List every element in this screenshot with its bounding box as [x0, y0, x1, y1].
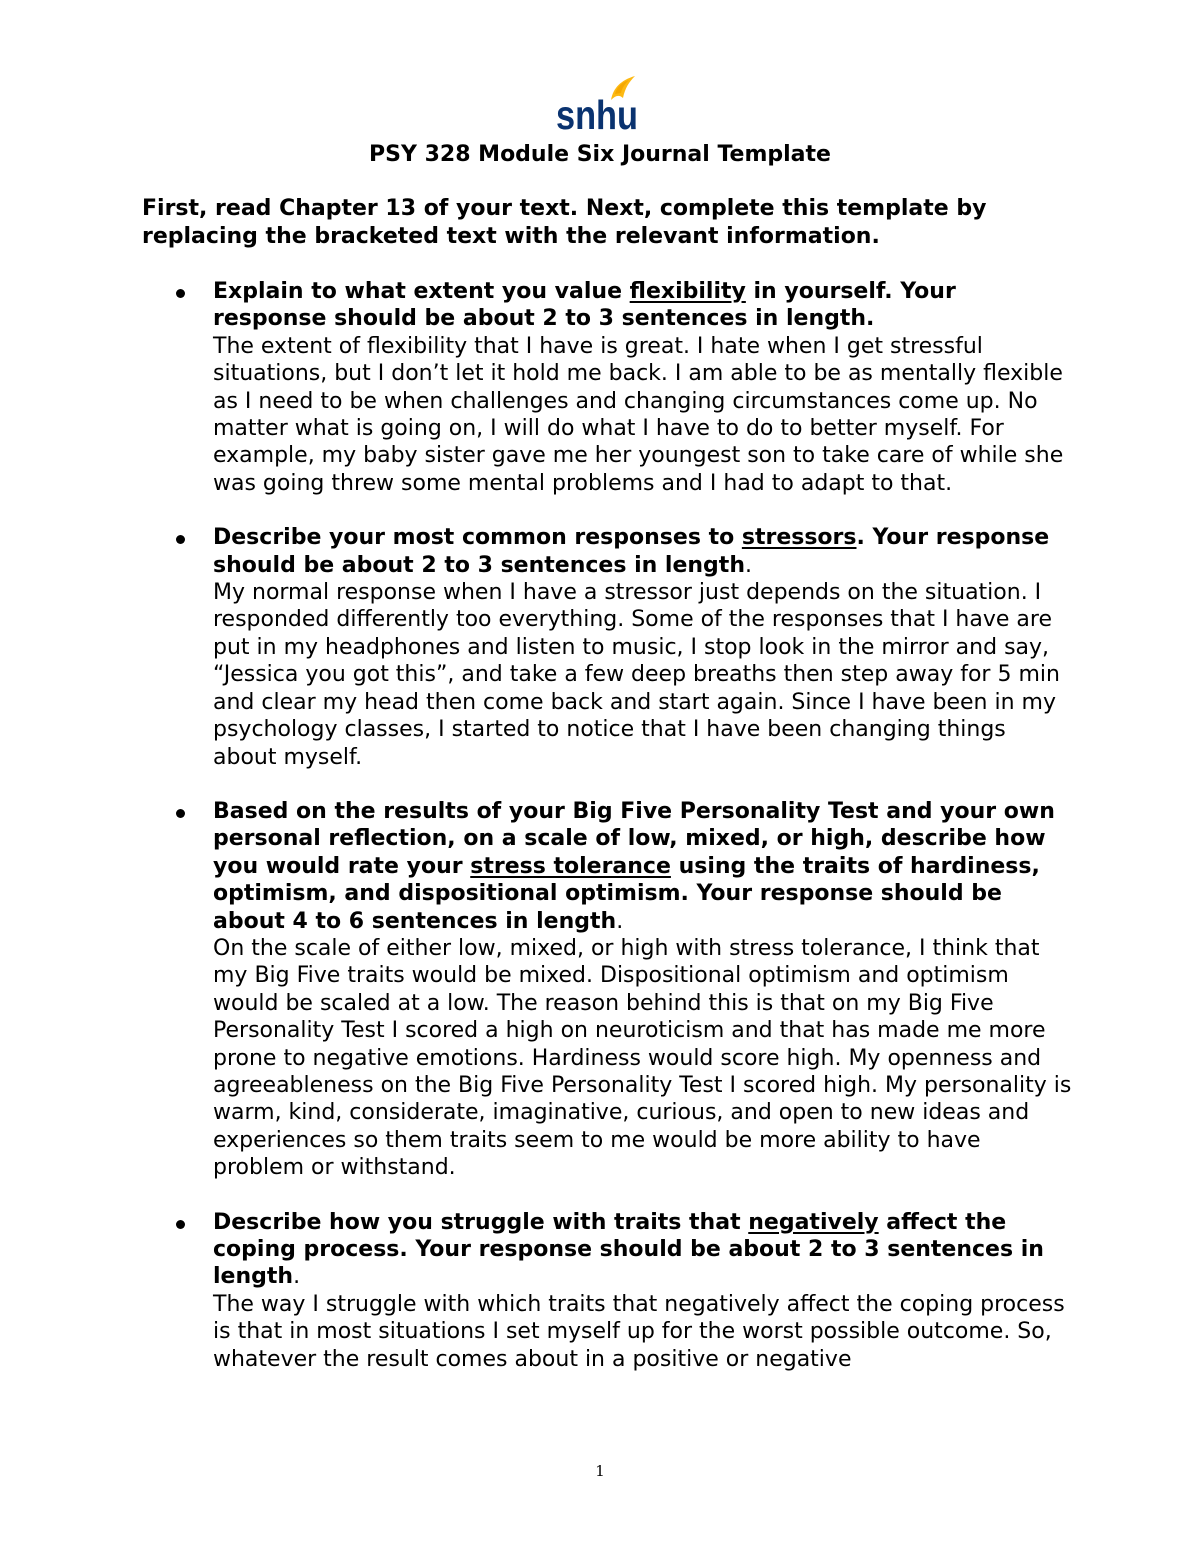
prompt-end-punctuation: . [616, 908, 624, 934]
prompt-underlined-term: stressors [741, 525, 857, 551]
prompt-text: using the traits of hardiness, optimism, and dispositional optimism. Your response should be about 4 to 6 sentences in length [213, 853, 1040, 934]
question-answer: On the scale of either low, mixed, or high with stress tolerance, I think that my Big Five traits would be mixed. Dispositional optimism and optimism would be scaled at a low. The reason behind this is that on my Big Five Personality Test I scored a high on neuroticism and that has made me more prone to negative emotions. Hardiness would score high. My openness and agreeableness on the Big Five Personality Test I scored high. My personality is warm, kind, considerate, imaginative, curious, and open to new ideas and experiences so them traits seem to me would be more ability to have problem or withstand. [213, 935, 1072, 1181]
bullet-dot-icon [176, 809, 185, 818]
snhu-logo-icon [553, 72, 643, 138]
prompt-underlined-term: flexibility [629, 279, 746, 304]
prompt-text: . Your response should be about 2 to 3 sentences in length [213, 525, 1050, 578]
logo-wordmark: snhu [556, 92, 638, 138]
bullet-dot-icon [176, 289, 185, 298]
document-title: PSY 328 Module Six Journal Template [369, 142, 831, 167]
bullet-dot-icon [176, 1220, 185, 1229]
prompt-underlined-term: stress tolerance [470, 853, 671, 879]
prompt-text: Explain to what extent you value [213, 279, 630, 304]
question-prompt [213, 279, 956, 331]
question-prompt [213, 1210, 1044, 1290]
instructions-paragraph: First, read Chapter 13 of your text. Next, complete this template by replacing the bracketed text with the relevant information. [142, 196, 987, 249]
prompt-end-punctuation: . [745, 552, 752, 578]
journal-question-item [142, 278, 1072, 497]
question-prompt [213, 525, 1049, 577]
prompt-text: in yourself. Your response should be about 2 to 3 sentences in length. [213, 279, 956, 332]
prompt-text: Based on the results of your Big Five Personality Test and your own personal reflection, on a scale of low, mixed, or high, describe how you would rate your [213, 798, 1055, 879]
prompt-text: Describe how you struggle with traits that [213, 1209, 749, 1235]
question-answer: The way I struggle with which traits that negatively affect the coping process is that in most situations I set myself up for the worst possible outcome. So, whatever the result comes about in a positive or negative [213, 1291, 1065, 1372]
question-answer: The extent of flexibility that I have is great. I hate when I get stressful situations, but I don’t let it hold me back. I am able to be as mentally flexible as I need to be when challenges and changing circumstances come up. No matter what is going on, I will do what I have to do to better myself. For example, my baby sister gave me her youngest son to take care of while she was going threw some mental problems and I had to adapt to that. [213, 333, 1064, 496]
bullet-dot-icon [176, 535, 185, 544]
journal-question-item [142, 1209, 1072, 1373]
snhu-logo [553, 72, 643, 138]
question-answer: My normal response when I have a stressor just depends on the situation. I responded differently too everything. Some of the responses that I have are put in my headphones and listen to music, I stop look in the mirror and say, “Jessica you got this”, and take a few deep breaths then step away for 5 min and clear my head then come back and start again. Since I have been in my psychology classes, I started to notice that I have been changing things about myself. [213, 580, 1060, 770]
prompt-end-punctuation: . [293, 1264, 301, 1290]
prompt-underlined-term: negatively [748, 1209, 879, 1235]
question-prompt [213, 799, 1055, 934]
prompt-text: Describe your most common responses to [213, 525, 742, 551]
journal-question-item [142, 798, 1072, 1182]
prompt-text: affect the coping process. Your response should be about 2 to 3 sentences in length [213, 1209, 1044, 1290]
journal-questions-list [142, 278, 1072, 1400]
journal-question-item [142, 524, 1072, 771]
page-number: 1 [595, 1462, 605, 1480]
